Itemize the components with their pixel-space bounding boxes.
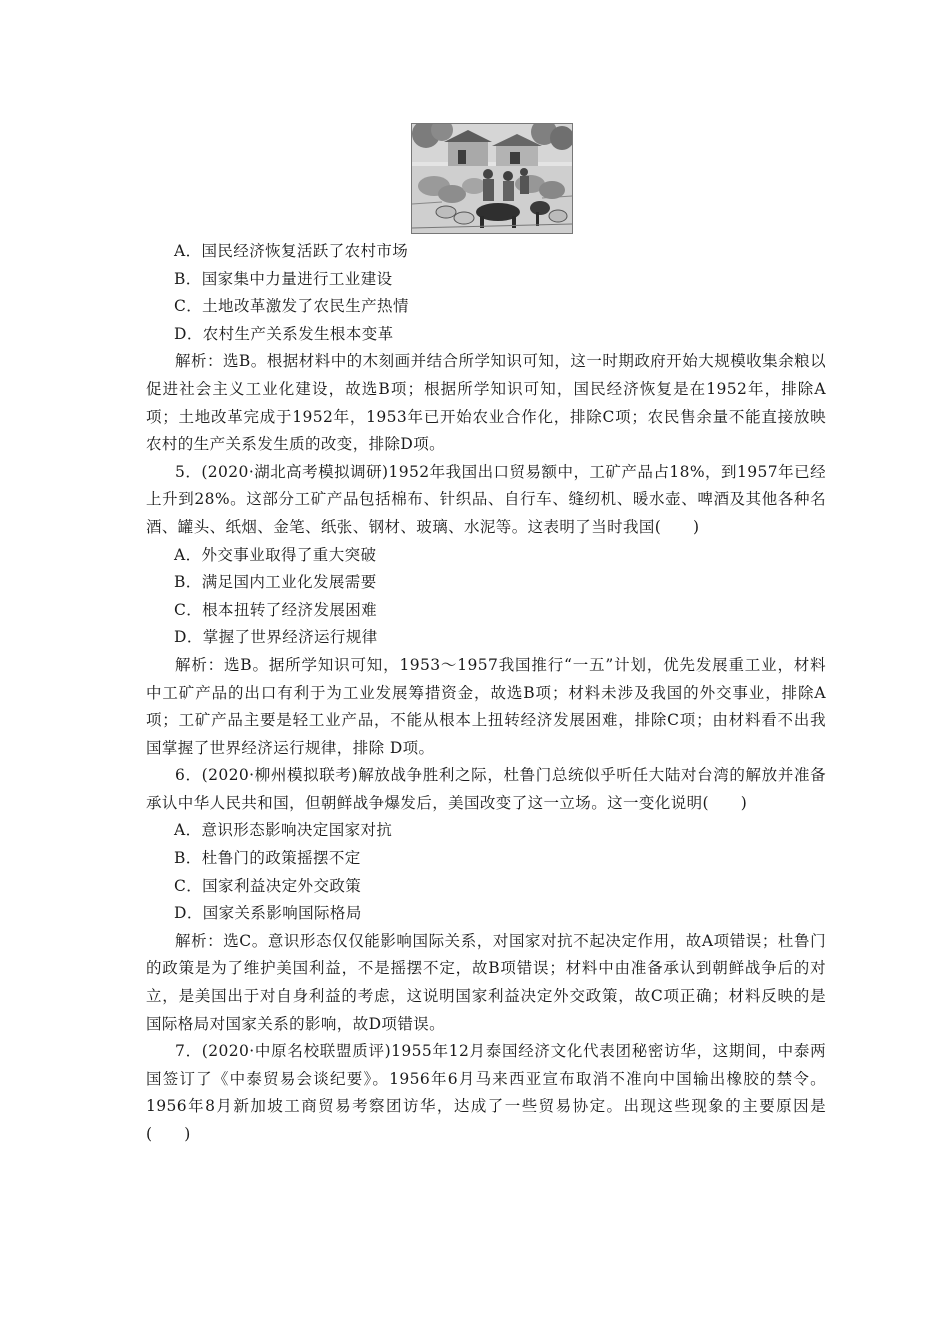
q6-option-a: A．意识形态影响决定国家对抗 xyxy=(174,821,393,840)
q4-option-b: B．国家集中力量进行工业建设 xyxy=(174,269,393,288)
q5-option-b: B．满足国内工业化发展需要 xyxy=(174,573,377,592)
q6-option-b: B．杜鲁门的政策摇摆不定 xyxy=(174,849,361,868)
q6-option-d: D．国家关系影响国际格局 xyxy=(174,904,362,923)
q4-option-a: A．国民经济恢复活跃了农村市场 xyxy=(174,242,409,260)
woodcut-illustration-icon xyxy=(411,123,573,234)
q5-option-d: D．掌握了世界经济运行规律 xyxy=(174,628,378,647)
q5-option-c: C．根本扭转了经济发展困难 xyxy=(174,600,378,619)
q7-stem: 7．(2020·中原名校联盟质评)1955年12月泰国经济文化代表团秘密访华，这期间，中泰两国签订了《中泰贸易会谈纪要》。1956年6月马来西亚宣布取消不准向中国输出橡胶的禁令。1956年8月新加坡工商贸易考察团访华，达成了一些贸易协定。出现这些现象的主要原因是( ) xyxy=(146,1042,826,1143)
q6-analysis: 解析：选C。意识形态仅仅能影响国际关系，对国家对抗不起决定作用，故A项错误；杜鲁门的政策是为了维护美国利益，不是摇摆不定，故B项错误；材料中由准备承认到朝鲜战争后的对立，是美国出于对自身利益的考虑，这说明国家利益决定外交政策，故C项正确；材料反映的是国际格局对国家关系的影响，故D项错误。 xyxy=(146,931,826,1033)
q4-option-c: C．土地改革激发了农民生产热情 xyxy=(174,297,409,316)
q4-analysis: 解析：选B。根据材料中的木刻画并结合所学知识可知，这一时期政府开始大规模收集余粮以促进社会主义工业化建设，故选B项；根据所学知识可知，国民经济恢复是在1952年，排除A项；土地改革完成于1952年，1953年已开始农业合作化，排除C项；农民售余量不能直接放映农村的生产关系发生质的改变，排除D项。 xyxy=(146,352,826,454)
q5-analysis: 解析：选B。据所学知识可知，1953～1957我国推行“一五”计划，优先发展重工业，材料中工矿产品的出口有利于为工业发展筹措资金，故选B项；材料未涉及我国的外交事业，排除A项；工矿产品主要是轻工业产品，不能从根本上扭转经济发展困难，排除C项；由材料看不出我国掌握了世界经济运行规律，排除 D项。 xyxy=(146,655,826,757)
q5-option-a: A．外交事业取得了重大突破 xyxy=(174,545,377,564)
question-content xyxy=(146,238,826,1149)
q6-option-c: C．国家利益决定外交政策 xyxy=(174,876,362,895)
q6-stem: 6．(2020·柳州模拟联考)解放战争胜利之际，杜鲁门总统似乎听任大陆对台湾的解放并准备承认中华人民共和国，但朝鲜战争爆发后，美国改变了这一立场。这一变化说明( ) xyxy=(146,766,826,812)
q4-option-d: D．农村生产关系发生根本变革 xyxy=(174,324,394,343)
q5-stem: 5．(2020·湖北高考模拟调研)1952年我国出口贸易额中，工矿产品占18%，到1957年已经上升到28%。这部分工矿产品包括棉布、针织品、自行车、缝纫机、暖水壶、啤酒及其他各种名酒、罐头、纸烟、金笔、纸张、钢材、玻璃、水泥等。这表明了当时我国( ) xyxy=(146,462,826,536)
